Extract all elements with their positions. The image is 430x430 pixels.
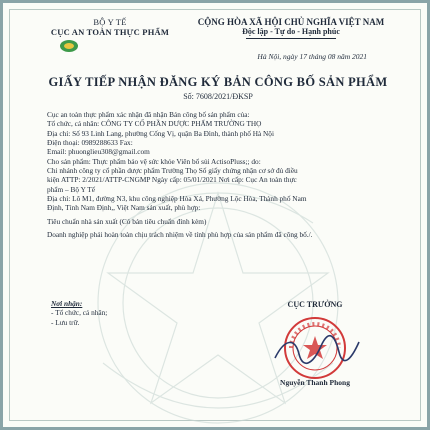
signer-name: Nguyễn Thanh Phong — [280, 378, 350, 387]
agency-name: CỤC AN TOÀN THỰC PHẨM — [50, 27, 170, 37]
recipient-item: - Tổ chức, cá nhân; — [51, 308, 108, 318]
vfa-logo — [59, 39, 79, 53]
body-line: phẩm – Bộ Y Tế — [47, 184, 95, 194]
document-number: Số: 7608/2021/ĐKSP — [183, 92, 253, 101]
national-motto: Độc lập - Tự do - Hạnh phúc — [242, 27, 340, 36]
body-line: Địa chỉ: Lô M1, đường N3, khu công nghiệp Hòa Xá, Phường Lộc Hòa, Thành phố Nam — [47, 193, 307, 203]
recipients-block — [51, 299, 107, 327]
signature-block — [255, 300, 375, 387]
body-line: Tiêu chuẩn nhà sản xuất (Có bản tiêu chuẩn đính kèm) — [47, 216, 207, 226]
body-line: Email: phuonglieu308@gmail.com — [47, 147, 150, 157]
body-line: Cục an toàn thực phẩm xác nhận đã nhận Bản công bố sản phẩm của: — [47, 110, 250, 119]
recipients-heading: Nơi nhận: — [51, 299, 83, 308]
motto-underline — [246, 38, 336, 39]
body-line: Điện thoại: 0989288633 Fax: — [47, 137, 133, 147]
body-line: Chi nhánh công ty cổ phần dược phẩm Trường Thọ Số giấy chứng nhận cơ sở đủ điều — [47, 165, 298, 175]
issuer-header — [35, 17, 185, 37]
issue-date: Hà Nội, ngày 17 tháng 08 năm 2021 — [257, 52, 367, 61]
ministry-name: BỘ Y TẾ — [93, 17, 127, 27]
national-header — [171, 17, 411, 39]
handwritten-signature — [265, 330, 365, 370]
certificate-body — [47, 110, 397, 239]
country-name: CỘNG HÒA XÃ HỘI CHỦ NGHĨA VIỆT NAM — [197, 17, 385, 27]
document-title: GIẤY TIẾP NHẬN ĐĂNG KÝ BẢN CÔNG BỐ SẢN PHẨM — [48, 75, 388, 89]
body-line: Tổ chức, cá nhân: CÔNG TY CỔ PHẦN DƯỢC PHẨM TRƯỜNG THỌ — [47, 119, 262, 129]
body-line: Định, Tỉnh Nam Định,, Việt Nam sản xuất, phù hợp: — [47, 203, 201, 213]
body-line: Doanh nghiệp phải hoàn toàn chịu trách nhiệm về tính phù hợp của sản phẩm đã công bố./. — [47, 229, 313, 239]
body-line: Cho sản phẩm: Thực phẩm bảo vệ sức khỏe Viên bổ sủi ActisoPluss;; do: — [47, 156, 261, 166]
body-line: Địa chỉ: Số 93 Linh Lang, phường Cống Vị, quận Ba Đình, thành phố Hà Nội — [47, 128, 274, 138]
body-line: kiện ATTP: 2/2021/ATTP-CNGMP Ngày cấp: 05/01/2021 Nơi cấp: Cục An toàn thực — [47, 175, 297, 185]
recipient-item: - Lưu trữ. — [51, 317, 80, 327]
signer-role: CỤC TRƯỞNG — [287, 300, 343, 309]
